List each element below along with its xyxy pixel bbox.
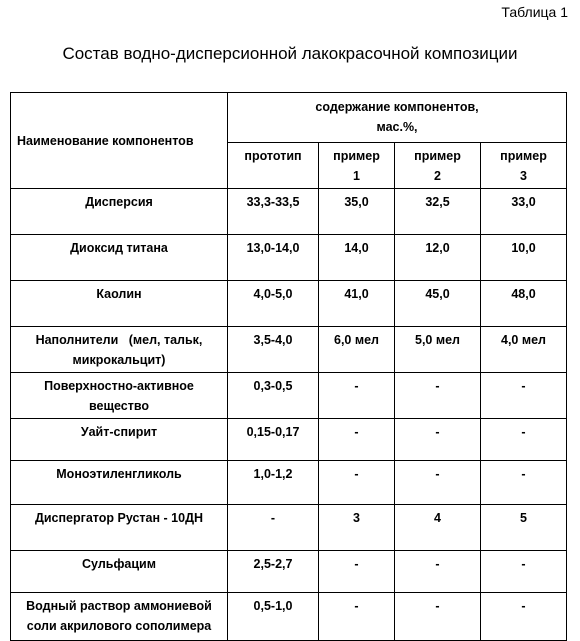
value-example-2: - — [395, 373, 481, 419]
value-example-2: - — [395, 593, 481, 641]
component-name: Наполнители (мел, тальк, микрокальцит) — [11, 327, 228, 373]
value-prototype: 13,0-14,0 — [228, 235, 319, 281]
value-prototype: 1,0-1,2 — [228, 461, 319, 505]
value-example-2: - — [395, 419, 481, 461]
component-name: Моноэтиленгликоль — [11, 461, 228, 505]
header-row-group — [11, 93, 567, 143]
component-name: Диоксид титана — [11, 235, 228, 281]
value-prototype: - — [228, 505, 319, 551]
value-example-1: 14,0 — [319, 235, 395, 281]
table-row — [11, 551, 567, 593]
table-row — [11, 461, 567, 505]
value-example-3: - — [481, 461, 567, 505]
column-header-line1: прототип — [244, 149, 302, 163]
value-example-2: - — [395, 461, 481, 505]
value-example-2: 4 — [395, 505, 481, 551]
value-example-1: - — [319, 461, 395, 505]
table-row — [11, 327, 567, 373]
component-name: Уайт-спирит — [11, 419, 228, 461]
column-header-line1: пример — [500, 149, 547, 163]
value-prototype: 4,0-5,0 — [228, 281, 319, 327]
table-row — [11, 373, 567, 419]
value-example-1: - — [319, 419, 395, 461]
value-prototype: 0,15-0,17 — [228, 419, 319, 461]
value-prototype: 0,3-0,5 — [228, 373, 319, 419]
column-header-prototype — [228, 143, 319, 189]
value-example-1: 6,0 мел — [319, 327, 395, 373]
table-row — [11, 281, 567, 327]
value-example-3: - — [481, 593, 567, 641]
value-example-1: - — [319, 373, 395, 419]
column-header-line2: 1 — [353, 169, 360, 183]
value-example-2: 32,5 — [395, 189, 481, 235]
value-example-1: 3 — [319, 505, 395, 551]
component-name: Дисперсия — [11, 189, 228, 235]
value-prototype: 3,5-4,0 — [228, 327, 319, 373]
name-column-header: Наименование компонентов — [11, 93, 228, 189]
value-example-3: - — [481, 373, 567, 419]
value-example-1: - — [319, 551, 395, 593]
table-number-label: Таблица 1 — [501, 4, 568, 20]
component-name: Водный раствор аммониевой соли акрилового сополимера — [11, 593, 228, 641]
value-prototype: 33,3-33,5 — [228, 189, 319, 235]
value-example-2: 5,0 мел — [395, 327, 481, 373]
value-example-3: 33,0 — [481, 189, 567, 235]
value-example-2: - — [395, 551, 481, 593]
value-example-1: 35,0 — [319, 189, 395, 235]
value-example-1: 41,0 — [319, 281, 395, 327]
value-example-3: 10,0 — [481, 235, 567, 281]
table-title: Состав водно-дисперсионной лакокрасочной композиции — [62, 44, 518, 63]
column-header-example-1 — [319, 143, 395, 189]
column-header-example-2 — [395, 143, 481, 189]
table-row — [11, 189, 567, 235]
component-name: Сульфацим — [11, 551, 228, 593]
component-name: Диспергатор Рустан - 10ДН — [11, 505, 228, 551]
composition-table — [10, 92, 567, 641]
value-prototype: 0,5-1,0 — [228, 593, 319, 641]
column-header-line1: пример — [333, 149, 380, 163]
content-group-header — [228, 93, 567, 143]
value-prototype: 2,5-2,7 — [228, 551, 319, 593]
value-example-3: 4,0 мел — [481, 327, 567, 373]
value-example-3: - — [481, 551, 567, 593]
value-example-2: 12,0 — [395, 235, 481, 281]
content-group-header-line1: содержание компонентов, — [315, 100, 479, 114]
content-group-header-line2: мас.%, — [376, 120, 418, 134]
table-row — [11, 419, 567, 461]
value-example-2: 45,0 — [395, 281, 481, 327]
column-header-line1: пример — [414, 149, 461, 163]
table-row — [11, 235, 567, 281]
component-name: Каолин — [11, 281, 228, 327]
table-row — [11, 593, 567, 641]
column-header-line2: 2 — [434, 169, 441, 183]
value-example-3: 5 — [481, 505, 567, 551]
value-example-3: - — [481, 419, 567, 461]
value-example-3: 48,0 — [481, 281, 567, 327]
column-header-line2: 3 — [520, 169, 527, 183]
component-name: Поверхностно-активное вещество — [11, 373, 228, 419]
column-header-example-3 — [481, 143, 567, 189]
table-row — [11, 505, 567, 551]
value-example-1: - — [319, 593, 395, 641]
